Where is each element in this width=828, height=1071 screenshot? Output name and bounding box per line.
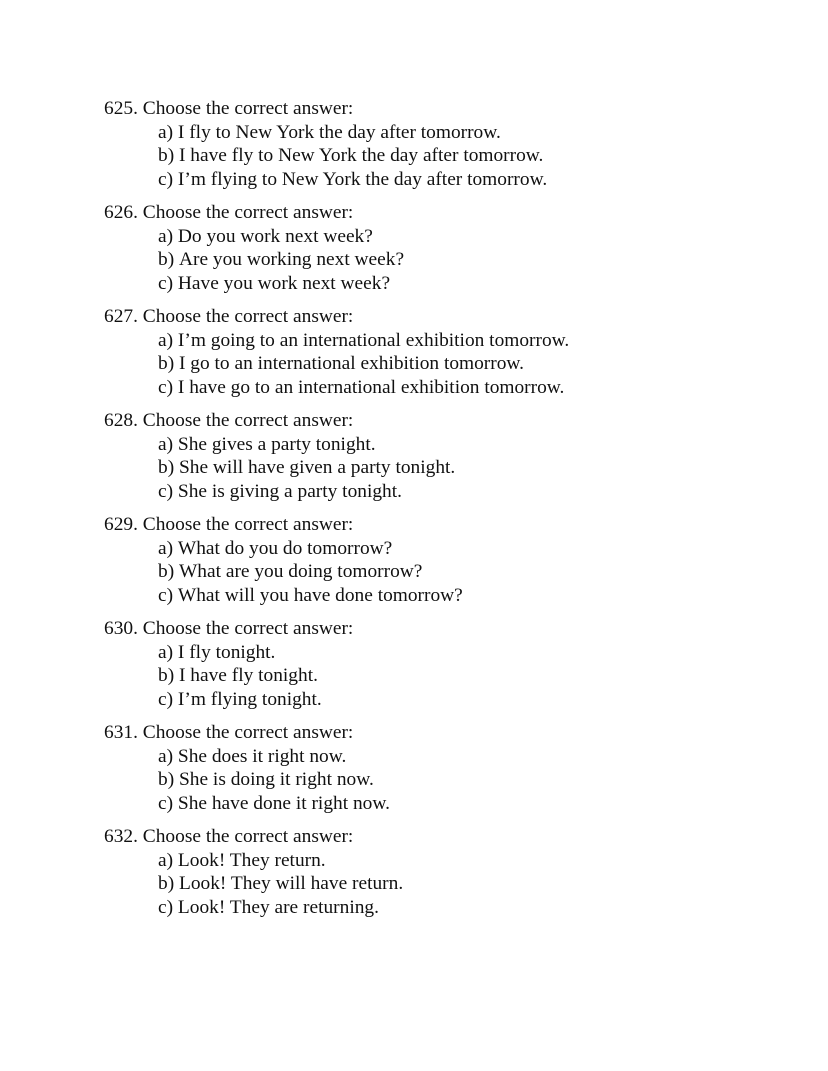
question-line <box>104 721 804 745</box>
answer-option <box>158 272 804 296</box>
option-text: She does it right now. <box>177 745 347 767</box>
question-prompt: Choose the correct answer: <box>142 722 354 743</box>
option-letter: a) <box>158 121 174 143</box>
option-letter: b) <box>158 353 175 374</box>
option-text: I fly tonight. <box>177 641 276 663</box>
question-prompt: Choose the correct answer: <box>142 618 354 639</box>
question-number: 625. <box>104 98 138 119</box>
option-text: She is doing it right now. <box>179 769 374 790</box>
answer-option <box>158 896 804 920</box>
answer-option <box>158 537 804 561</box>
option-letter: a) <box>158 537 174 559</box>
answer-options <box>104 641 804 712</box>
option-text: I’m flying tonight. <box>177 688 322 710</box>
option-text: She is giving a party tonight. <box>177 480 402 502</box>
question-line <box>104 305 804 329</box>
question-number: 626. <box>104 202 138 223</box>
answer-option <box>158 352 804 376</box>
answer-option <box>158 144 804 168</box>
answer-option <box>158 376 804 400</box>
question-block <box>104 305 804 399</box>
question-prompt: Choose the correct answer: <box>142 306 354 327</box>
option-text: Do you work next week? <box>177 225 373 247</box>
question-prompt: Choose the correct answer: <box>142 514 354 535</box>
question-block <box>104 617 804 711</box>
option-text: Look! They will have return. <box>179 873 404 894</box>
option-text: I’m going to an international exhibition tomorrow. <box>177 329 570 351</box>
option-text: What do you do tomorrow? <box>177 537 393 559</box>
option-text: Look! They are returning. <box>177 896 379 918</box>
answer-options <box>104 433 804 504</box>
option-letter: b) <box>158 665 175 686</box>
question-block <box>104 825 804 919</box>
answer-option <box>158 456 804 480</box>
question-line <box>104 825 804 849</box>
answer-options <box>104 537 804 608</box>
option-text: What will you have done tomorrow? <box>177 584 463 606</box>
option-text: Have you work next week? <box>177 272 391 294</box>
question-prompt: Choose the correct answer: <box>142 410 354 431</box>
option-letter: b) <box>158 769 175 790</box>
option-text: She have done it right now. <box>177 792 390 814</box>
option-letter: a) <box>158 329 174 351</box>
answer-option <box>158 792 804 816</box>
question-list <box>104 97 804 929</box>
question-block <box>104 409 804 503</box>
option-text: She will have given a party tonight. <box>179 457 456 478</box>
option-letter: b) <box>158 873 175 894</box>
option-letter: c) <box>158 168 174 190</box>
answer-option <box>158 329 804 353</box>
answer-options <box>104 329 804 400</box>
option-text: I have fly tonight. <box>179 665 318 686</box>
answer-options <box>104 121 804 192</box>
option-letter: b) <box>158 249 175 270</box>
option-letter: c) <box>158 896 174 918</box>
answer-option <box>158 664 804 688</box>
answer-option <box>158 872 804 896</box>
answer-option <box>158 584 804 608</box>
option-letter: a) <box>158 433 174 455</box>
option-letter: c) <box>158 792 174 814</box>
answer-option <box>158 480 804 504</box>
question-line <box>104 409 804 433</box>
question-number: 632. <box>104 826 138 847</box>
option-text: I have fly to New York the day after tomorrow. <box>179 145 544 166</box>
option-letter: a) <box>158 225 174 247</box>
option-text: Look! They return. <box>177 849 326 871</box>
question-prompt: Choose the correct answer: <box>142 202 354 223</box>
answer-option <box>158 248 804 272</box>
option-letter: b) <box>158 457 175 478</box>
answer-option <box>158 121 804 145</box>
question-line <box>104 617 804 641</box>
option-letter: a) <box>158 641 174 663</box>
question-line <box>104 97 804 121</box>
option-letter: b) <box>158 561 175 582</box>
answer-option <box>158 849 804 873</box>
answer-option <box>158 641 804 665</box>
question-block <box>104 721 804 815</box>
option-text: Are you working next week? <box>179 249 405 270</box>
option-text: She gives a party tonight. <box>177 433 376 455</box>
answer-option <box>158 688 804 712</box>
option-text: I fly to New York the day after tomorrow. <box>177 121 501 143</box>
option-letter: c) <box>158 272 174 294</box>
question-prompt: Choose the correct answer: <box>142 98 354 119</box>
question-number: 630. <box>104 618 138 639</box>
question-prompt: Choose the correct answer: <box>142 826 354 847</box>
answer-options <box>104 225 804 296</box>
option-letter: c) <box>158 480 174 502</box>
answer-option <box>158 745 804 769</box>
option-text: I go to an international exhibition tomorrow. <box>179 353 525 374</box>
question-number: 628. <box>104 410 138 431</box>
option-letter: a) <box>158 849 174 871</box>
option-letter: c) <box>158 688 174 710</box>
question-block <box>104 513 804 607</box>
question-number: 629. <box>104 514 138 535</box>
question-block <box>104 201 804 295</box>
answer-option <box>158 433 804 457</box>
question-number: 631. <box>104 722 138 743</box>
answer-option <box>158 768 804 792</box>
answer-options <box>104 745 804 816</box>
answer-option <box>158 225 804 249</box>
option-letter: a) <box>158 745 174 767</box>
answer-option <box>158 560 804 584</box>
question-block <box>104 97 804 191</box>
option-text: I have go to an international exhibition tomorrow. <box>177 376 565 398</box>
question-number: 627. <box>104 306 138 327</box>
option-letter: b) <box>158 145 175 166</box>
answer-options <box>104 849 804 920</box>
option-letter: c) <box>158 376 174 398</box>
question-line <box>104 513 804 537</box>
option-text: What are you doing tomorrow? <box>179 561 423 582</box>
answer-option <box>158 168 804 192</box>
option-letter: c) <box>158 584 174 606</box>
question-line <box>104 201 804 225</box>
option-text: I’m flying to New York the day after tomorrow. <box>177 168 548 190</box>
